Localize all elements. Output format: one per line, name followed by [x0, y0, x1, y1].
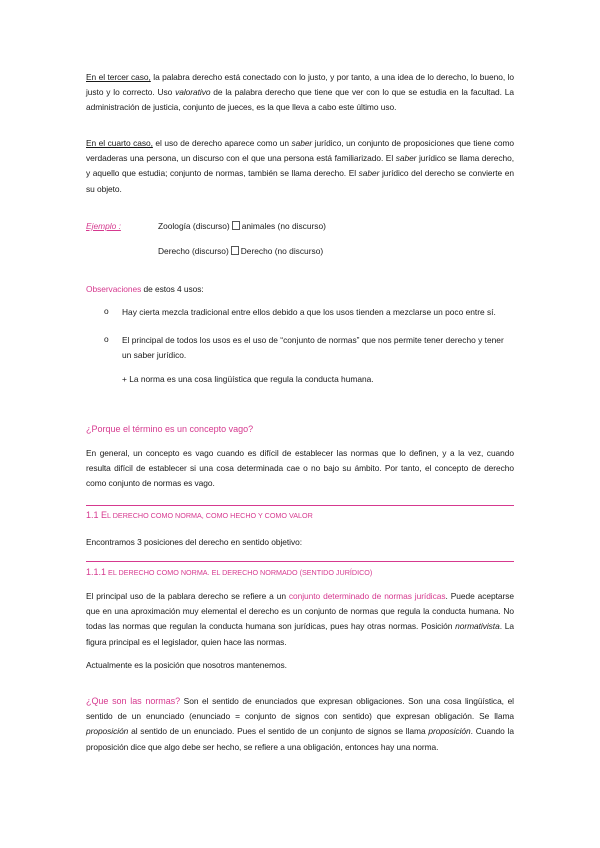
example-label: Ejemplo : — [86, 221, 121, 231]
text-run: El principal uso de la pablara derecho se refiere a un — [86, 591, 289, 601]
example-text: Zoología (discurso) — [158, 221, 230, 231]
emphasis-saber: saber — [358, 168, 380, 179]
section-heading-1-1-1 — [86, 567, 372, 577]
observaciones-word: Observaciones — [86, 284, 142, 294]
text-run: jurídico del derecho se convierte en su objeto. — [86, 168, 514, 194]
emphasis-proposicion: proposición — [428, 726, 471, 737]
fourth-case-lead: En el cuarto caso, — [86, 138, 153, 148]
section-rule — [86, 505, 514, 506]
section-title: EL DERECHO COMO NORMA. EL DERECHO NORMADO (SENTIDO JURÍDICO) — [106, 568, 373, 577]
bullet-marker: o — [104, 306, 109, 316]
observaciones-heading — [86, 282, 514, 297]
text-run: jurídico se llama derecho, y aquello que estudia; conjunto de normas, también se llama derecho. El — [86, 153, 514, 179]
missing-glyph-icon — [232, 221, 240, 230]
example-text: Derecho (no discurso) — [240, 246, 324, 256]
bullet-item: El principal de todos los usos es el uso de “conjunto de normas” que nos permite tener derecho y tener un saber jurídico. — [122, 335, 504, 361]
bullet-marker: o — [104, 334, 109, 344]
emphasis-saber: saber — [291, 138, 313, 148]
highlight-normas-juridicas: conjunto determinado de normas jurídicas — [288, 591, 446, 601]
third-case-lead: En el tercer caso, — [86, 72, 151, 82]
paragraph-third-case — [86, 70, 514, 116]
paragraph-normas — [86, 589, 514, 650]
example-text: Derecho (discurso) — [158, 246, 229, 256]
section-rule — [86, 561, 514, 562]
emphasis-saber: saber — [395, 153, 417, 164]
section-number: 1.1 E — [86, 510, 108, 520]
section-heading-1-1 — [86, 510, 313, 520]
paragraph-que-son — [86, 694, 514, 755]
text-run: . Puede aceptarse que en una aproximación muy elemental el derecho es un conjunto de normas que regula la conducta humana. No todas las normas que regulan la conducta humana son jurídicas, pues hay otras normas. Posición — [86, 591, 514, 632]
paragraph-vago: En general, un concepto es vago cuando es difícil de establecer las normas que lo definen, y a la vez, cuando resulta difícil de establecer si una cosa determinada cae o no bajo su ámbito. Por tanto, el concepto de derecho como conjunto de normas es vago. — [86, 448, 514, 489]
text-run: de estos 4 usos: — [141, 284, 204, 294]
text-run: . La figura principal es el legislador, quien hace las normas. — [86, 621, 514, 647]
text-run: al sentido de un enunciado. Pues el sentido de un conjunto de signos se llama — [128, 726, 429, 737]
section-number: 1.1.1 — [86, 567, 107, 577]
text-run: la palabra derecho está conectado con lo justo, y por tanto, a una idea de lo derecho, lo bueno, lo justo y lo correcto. Uso — [86, 72, 514, 98]
text-run: jurídico, un conjunto de proposiciones que tiene como verdaderas una persona, un discurso con el que una persona está familiarizado. El — [86, 138, 515, 164]
paragraph-fourth-case — [86, 136, 514, 197]
missing-glyph-icon — [231, 246, 239, 255]
text-run: de la palabra derecho que tiene que ver con lo que se estudia en la facultad. La administración de justicia, conjunto de jueces, es la que lleva a cabo este último uso. — [86, 87, 514, 113]
bullet-item: Hay cierta mezcla tradicional entre ellos debido a que los usos tienden a mezclarse un poco entre sí. — [122, 307, 496, 317]
paragraph-positions: Encontramos 3 posiciones del derecho en sentido objetivo: — [86, 537, 302, 547]
note-line: + La norma es una cosa lingüística que regula la conducta humana. — [122, 374, 374, 384]
text-run: el uso de derecho aparece como un — [152, 138, 292, 148]
question-heading-vago: ¿Porque el término es un concepto vago? — [86, 424, 254, 434]
emphasis-valorativo: valorativo — [175, 87, 211, 98]
text-run: . Cuando la proposición dice que algo debe ser hecho, se refiere a una obligación, entonces hay una norma. — [86, 726, 514, 752]
question-normas: ¿Que son las normas? — [86, 696, 181, 706]
text-run: Son el sentido de enunciados que expresan obligaciones. Son una cosa lingüística, el sentido de un enunciado (enunciado = conjunto de signos con sentido) que expresan obligación. Se llama — [86, 696, 514, 722]
emphasis-proposicion: proposición — [86, 726, 129, 737]
example-line-1 — [158, 221, 326, 231]
emphasis-normativista: normativista — [455, 621, 500, 632]
paragraph-actual: Actualmente es la posición que nosotros mantenemos. — [86, 660, 287, 670]
example-line-2 — [158, 246, 323, 256]
example-text: animales (no discurso) — [241, 221, 326, 231]
section-title: L DERECHO COMO NORMA, COMO HECHO Y COMO VALOR — [107, 511, 313, 520]
